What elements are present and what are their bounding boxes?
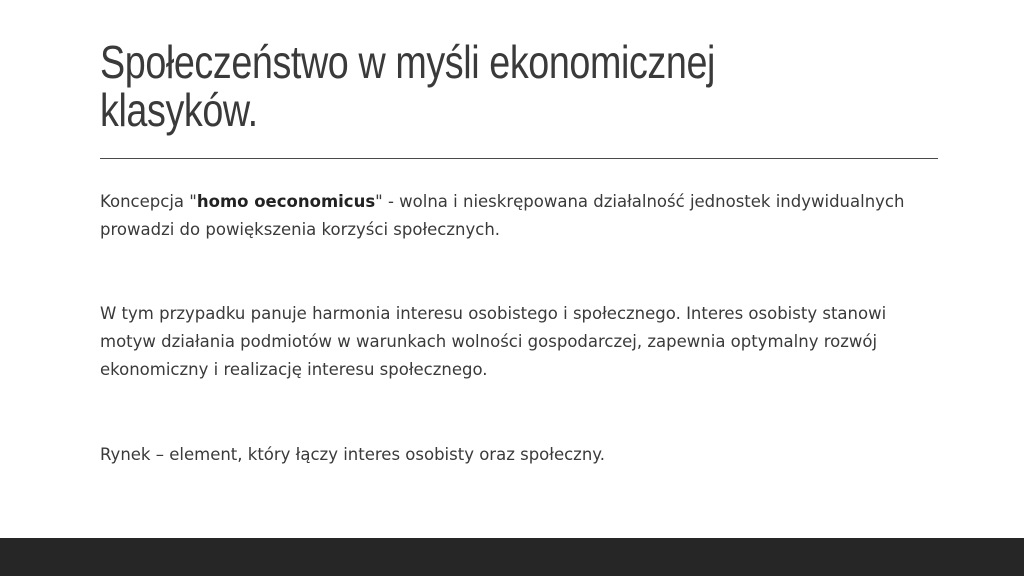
paragraph-homo-oeconomicus xyxy=(100,188,920,244)
slide-body xyxy=(100,188,920,469)
homo-oeconomicus-term: homo oeconomicus xyxy=(196,192,376,211)
title-line-2: klasyków. xyxy=(100,84,258,136)
title-divider xyxy=(100,158,938,159)
title-line-1: Społeczeństwo w myśli ekonomicznej xyxy=(100,36,715,88)
paragraph-harmony: W tym przypadku panuje harmonia interesu osobistego i społecznego. Interes osobisty stanowi motyw działania podmiotów w warunkach wolności gospodarczej, zapewnia optymalny rozwój ekonomiczny i realizację interesu społecznego. xyxy=(100,304,887,379)
footer-bar xyxy=(0,538,1024,576)
paragraph-market: Rynek – element, który łączy interes osobisty oraz społeczny. xyxy=(100,445,605,464)
paragraph-1-suffix: " - wolna i nieskrępowana działalność jednostek indywidualnych prowadzi do powiększenia korzyści społecznych. xyxy=(100,192,905,239)
paragraph-1-prefix: Koncepcja " xyxy=(100,192,197,211)
slide-title xyxy=(100,38,772,134)
